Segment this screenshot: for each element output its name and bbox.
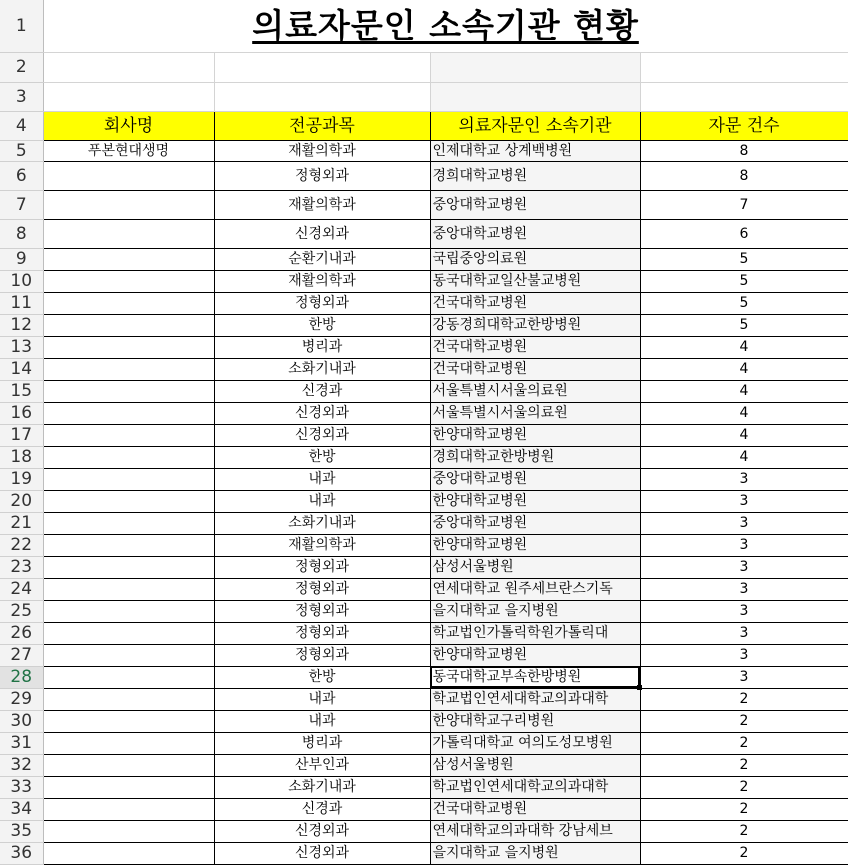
table-row — [0, 622, 848, 644]
cell-company[interactable] — [43, 358, 214, 380]
cell-company[interactable] — [43, 622, 214, 644]
cell-major[interactable]: 신경과 — [214, 798, 430, 820]
cell-company[interactable] — [43, 644, 214, 666]
cell-organization[interactable]: 한양대학교병원 — [430, 644, 640, 666]
cell-major[interactable]: 소화기내과 — [214, 776, 430, 798]
cell-company[interactable] — [43, 292, 214, 314]
cell-company[interactable] — [43, 161, 214, 190]
cell-major[interactable]: 신경외과 — [214, 424, 430, 446]
table-row — [0, 666, 848, 688]
cell-organization[interactable]: 경희대학교병원 — [430, 161, 640, 190]
table-row — [0, 534, 848, 556]
cell-count[interactable]: 7 — [640, 190, 848, 219]
cell-organization[interactable]: 국립중앙의료원 — [430, 248, 640, 270]
cell-company[interactable] — [43, 314, 214, 336]
row-header[interactable]: 26 — [0, 622, 43, 644]
cell-company[interactable] — [43, 380, 214, 402]
cell-count[interactable]: 3 — [640, 490, 848, 512]
cell-organization[interactable]: 건국대학교병원 — [430, 292, 640, 314]
sheet-title: 의료자문인 소속기관 현황 — [252, 5, 639, 45]
table-row — [0, 270, 848, 292]
sheet-row — [0, 0, 848, 52]
cell-major[interactable]: 정형외과 — [214, 600, 430, 622]
cell[interactable] — [43, 82, 214, 111]
cell-major[interactable]: 내과 — [214, 710, 430, 732]
cell-company[interactable] — [43, 600, 214, 622]
cell-major[interactable]: 정형외과 — [214, 556, 430, 578]
table-row — [0, 578, 848, 600]
row-header[interactable]: 17 — [0, 424, 43, 446]
cell-major[interactable]: 산부인과 — [214, 754, 430, 776]
table-row — [0, 732, 848, 754]
row-header[interactable]: 16 — [0, 402, 43, 424]
cell-major[interactable]: 정형외과 — [214, 578, 430, 600]
cell-major[interactable]: 재활의학과 — [214, 190, 430, 219]
cell-company[interactable] — [43, 190, 214, 219]
row-header[interactable]: 27 — [0, 644, 43, 666]
cell-major[interactable]: 재활의학과 — [214, 140, 430, 161]
cell-organization[interactable]: 서울특별시서울의료원 — [430, 380, 640, 402]
cell-major[interactable]: 신경과 — [214, 380, 430, 402]
table-row — [0, 754, 848, 776]
table-row — [0, 402, 848, 424]
table-row — [0, 380, 848, 402]
cell[interactable] — [640, 52, 848, 82]
cell[interactable] — [43, 52, 214, 82]
row-header[interactable]: 10 — [0, 270, 43, 292]
row-header[interactable]: 2 — [0, 52, 43, 82]
cell-company[interactable] — [43, 402, 214, 424]
cell-count[interactable]: 3 — [640, 644, 848, 666]
cell-major[interactable]: 신경외과 — [214, 219, 430, 248]
table-row — [0, 248, 848, 270]
table-row — [0, 490, 848, 512]
cell-count[interactable]: 3 — [640, 512, 848, 534]
row-header[interactable]: 8 — [0, 219, 43, 248]
table-row — [0, 190, 848, 219]
cell-count[interactable]: 3 — [640, 534, 848, 556]
column-header-row — [0, 111, 848, 140]
cell-company[interactable] — [43, 798, 214, 820]
cell-organization[interactable]: 학교법인연세대학교의과대학 — [430, 688, 640, 710]
table-row — [0, 468, 848, 490]
cell-organization[interactable]: 서울특별시서울의료원 — [430, 402, 640, 424]
cell-major[interactable]: 정형외과 — [214, 292, 430, 314]
cell-count[interactable]: 4 — [640, 336, 848, 358]
table-row — [0, 358, 848, 380]
cell-major[interactable]: 정형외과 — [214, 622, 430, 644]
cell-major[interactable]: 한방 — [214, 314, 430, 336]
row-header[interactable]: 33 — [0, 776, 43, 798]
cell-organization[interactable]: 을지대학교 을지병원 — [430, 600, 640, 622]
cell-company[interactable] — [43, 556, 214, 578]
row-header[interactable]: 29 — [0, 688, 43, 710]
cell-count[interactable]: 5 — [640, 270, 848, 292]
cell[interactable] — [430, 82, 640, 111]
sheet-title-cell[interactable] — [43, 0, 848, 52]
table-row — [0, 776, 848, 798]
cell[interactable] — [430, 52, 640, 82]
cell-organization[interactable]: 한양대학교구리병원 — [430, 710, 640, 732]
cell-count[interactable]: 2 — [640, 688, 848, 710]
cell-major[interactable]: 신경외과 — [214, 842, 430, 864]
cell-count[interactable]: 4 — [640, 424, 848, 446]
row-header[interactable]: 28 — [0, 666, 43, 688]
cell-company[interactable] — [43, 336, 214, 358]
cell-organization[interactable]: 삼성서울병원 — [430, 556, 640, 578]
table-row — [0, 446, 848, 468]
sheet-row — [0, 82, 848, 111]
cell-organization[interactable]: 가톨릭대학교 여의도성모병원 — [430, 732, 640, 754]
row-header[interactable]: 30 — [0, 710, 43, 732]
cell-company[interactable] — [43, 688, 214, 710]
cell-organization[interactable]: 중앙대학교병원 — [430, 219, 640, 248]
cell-count[interactable]: 4 — [640, 380, 848, 402]
cell-major[interactable]: 순환기내과 — [214, 248, 430, 270]
cell-company[interactable] — [43, 446, 214, 468]
cell-organization[interactable]: 중앙대학교병원 — [430, 190, 640, 219]
cell-major[interactable]: 신경외과 — [214, 820, 430, 842]
cell[interactable] — [640, 82, 848, 111]
cell-count[interactable]: 2 — [640, 754, 848, 776]
header-cell-organization[interactable]: 의료자문인 소속기관 — [430, 111, 640, 140]
table-row — [0, 161, 848, 190]
cell-organization[interactable]: 건국대학교병원 — [430, 358, 640, 380]
cell-organization[interactable]: 강동경희대학교한방병원 — [430, 314, 640, 336]
row-header[interactable]: 21 — [0, 512, 43, 534]
table-row — [0, 140, 848, 161]
table-row — [0, 600, 848, 622]
table-row — [0, 798, 848, 820]
row-header[interactable]: 19 — [0, 468, 43, 490]
cell-organization[interactable]: 한양대학교병원 — [430, 534, 640, 556]
cell-company[interactable]: 푸본현대생명 — [43, 140, 214, 161]
cell-organization[interactable]: 건국대학교병원 — [430, 798, 640, 820]
row-header[interactable]: 14 — [0, 358, 43, 380]
cell-organization[interactable]: 중앙대학교병원 — [430, 512, 640, 534]
cell-organization[interactable]: 삼성서울병원 — [430, 754, 640, 776]
cell-major[interactable]: 소화기내과 — [214, 512, 430, 534]
cell-major[interactable]: 정형외과 — [214, 161, 430, 190]
cell-company[interactable] — [43, 578, 214, 600]
table-row — [0, 314, 848, 336]
cell-count[interactable]: 5 — [640, 248, 848, 270]
row-header[interactable]: 4 — [0, 111, 43, 140]
table-row — [0, 556, 848, 578]
cell-count[interactable]: 3 — [640, 578, 848, 600]
cell-major[interactable]: 병리과 — [214, 336, 430, 358]
row-header[interactable]: 1 — [0, 0, 43, 52]
cell-company[interactable] — [43, 754, 214, 776]
header-cell-count[interactable]: 자문 건수 — [640, 111, 848, 140]
cell[interactable] — [214, 52, 430, 82]
cell-organization[interactable]: 동국대학교일산불교병원 — [430, 270, 640, 292]
header-cell-company[interactable]: 회사명 — [43, 111, 214, 140]
cell-company[interactable] — [43, 820, 214, 842]
cell-count[interactable]: 8 — [640, 161, 848, 190]
row-header[interactable]: 35 — [0, 820, 43, 842]
cell-organization[interactable]: 학교법인가톨릭학원가톨릭대 — [430, 622, 640, 644]
selected-cell[interactable]: 동국대학교부속한방병원 — [430, 666, 640, 688]
cell-company[interactable] — [43, 512, 214, 534]
cell-organization[interactable]: 인제대학교 상계백병원 — [430, 140, 640, 161]
cell-count[interactable]: 3 — [640, 666, 848, 688]
cell-major[interactable]: 정형외과 — [214, 644, 430, 666]
row-header[interactable]: 13 — [0, 336, 43, 358]
row-header[interactable]: 12 — [0, 314, 43, 336]
row-header[interactable]: 7 — [0, 190, 43, 219]
cell-count[interactable]: 3 — [640, 468, 848, 490]
cell-company[interactable] — [43, 776, 214, 798]
row-header[interactable]: 22 — [0, 534, 43, 556]
cell-count[interactable]: 4 — [640, 402, 848, 424]
table-row — [0, 336, 848, 358]
cell-major[interactable]: 내과 — [214, 468, 430, 490]
cell-count[interactable]: 2 — [640, 732, 848, 754]
cell-major[interactable]: 재활의학과 — [214, 270, 430, 292]
cell-count[interactable]: 8 — [640, 140, 848, 161]
cell-organization[interactable]: 한양대학교병원 — [430, 490, 640, 512]
table-row — [0, 688, 848, 710]
table-row — [0, 842, 848, 864]
cell-company[interactable] — [43, 710, 214, 732]
cell-company[interactable] — [43, 666, 214, 688]
cell-organization[interactable]: 연세대학교의과대학 강남세브 — [430, 820, 640, 842]
table-row — [0, 424, 848, 446]
cell-company[interactable] — [43, 490, 214, 512]
cell-organization[interactable]: 한양대학교병원 — [430, 424, 640, 446]
cell-major[interactable]: 병리과 — [214, 732, 430, 754]
cell-count[interactable]: 2 — [640, 776, 848, 798]
cell-count[interactable]: 5 — [640, 292, 848, 314]
row-header[interactable]: 31 — [0, 732, 43, 754]
table-row — [0, 219, 848, 248]
row-header[interactable]: 11 — [0, 292, 43, 314]
table-row — [0, 710, 848, 732]
table-row — [0, 512, 848, 534]
row-header[interactable]: 18 — [0, 446, 43, 468]
cell-count[interactable]: 2 — [640, 710, 848, 732]
cell-organization[interactable]: 경희대학교한방병원 — [430, 446, 640, 468]
row-header[interactable]: 32 — [0, 754, 43, 776]
row-header[interactable]: 6 — [0, 161, 43, 190]
cell-count[interactable]: 2 — [640, 842, 848, 864]
cell-organization[interactable]: 을지대학교 을지병원 — [430, 842, 640, 864]
sheet-row — [0, 52, 848, 82]
row-header[interactable]: 23 — [0, 556, 43, 578]
cell-organization[interactable]: 연세대학교 원주세브란스기독 — [430, 578, 640, 600]
row-header[interactable]: 34 — [0, 798, 43, 820]
cell-major[interactable]: 소화기내과 — [214, 358, 430, 380]
table-row — [0, 292, 848, 314]
cell-company[interactable] — [43, 219, 214, 248]
cell-company[interactable] — [43, 270, 214, 292]
cell-count[interactable]: 5 — [640, 314, 848, 336]
cell-organization[interactable]: 중앙대학교병원 — [430, 468, 640, 490]
fill-handle[interactable] — [637, 685, 642, 690]
cell-organization[interactable]: 학교법인연세대학교의과대학 — [430, 776, 640, 798]
cell-major[interactable]: 내과 — [214, 490, 430, 512]
cell[interactable] — [214, 82, 430, 111]
cell-major[interactable]: 내과 — [214, 688, 430, 710]
row-header[interactable]: 25 — [0, 600, 43, 622]
table-row — [0, 820, 848, 842]
cell-company[interactable] — [43, 424, 214, 446]
cell-count[interactable]: 3 — [640, 600, 848, 622]
cell-company[interactable] — [43, 468, 214, 490]
cell-company[interactable] — [43, 732, 214, 754]
row-header[interactable]: 20 — [0, 490, 43, 512]
row-header[interactable]: 5 — [0, 140, 43, 161]
cell-company[interactable] — [43, 842, 214, 864]
row-header[interactable]: 9 — [0, 248, 43, 270]
cell-company[interactable] — [43, 534, 214, 556]
cell-company[interactable] — [43, 248, 214, 270]
cell-count[interactable]: 2 — [640, 798, 848, 820]
cell-count[interactable]: 4 — [640, 446, 848, 468]
table-row — [0, 644, 848, 666]
cell-count[interactable]: 2 — [640, 820, 848, 842]
cell-organization[interactable]: 건국대학교병원 — [430, 336, 640, 358]
cell-count[interactable]: 3 — [640, 622, 848, 644]
cell-count[interactable]: 4 — [640, 358, 848, 380]
row-header[interactable]: 24 — [0, 578, 43, 600]
cell-count[interactable]: 6 — [640, 219, 848, 248]
cell-major[interactable]: 한방 — [214, 446, 430, 468]
cell-count[interactable]: 3 — [640, 556, 848, 578]
cell-major[interactable]: 재활의학과 — [214, 534, 430, 556]
row-header[interactable]: 36 — [0, 842, 43, 864]
cell-major[interactable]: 한방 — [214, 666, 430, 688]
row-header[interactable]: 3 — [0, 82, 43, 111]
row-header[interactable]: 15 — [0, 380, 43, 402]
header-cell-major[interactable]: 전공과목 — [214, 111, 430, 140]
cell-major[interactable]: 신경외과 — [214, 402, 430, 424]
